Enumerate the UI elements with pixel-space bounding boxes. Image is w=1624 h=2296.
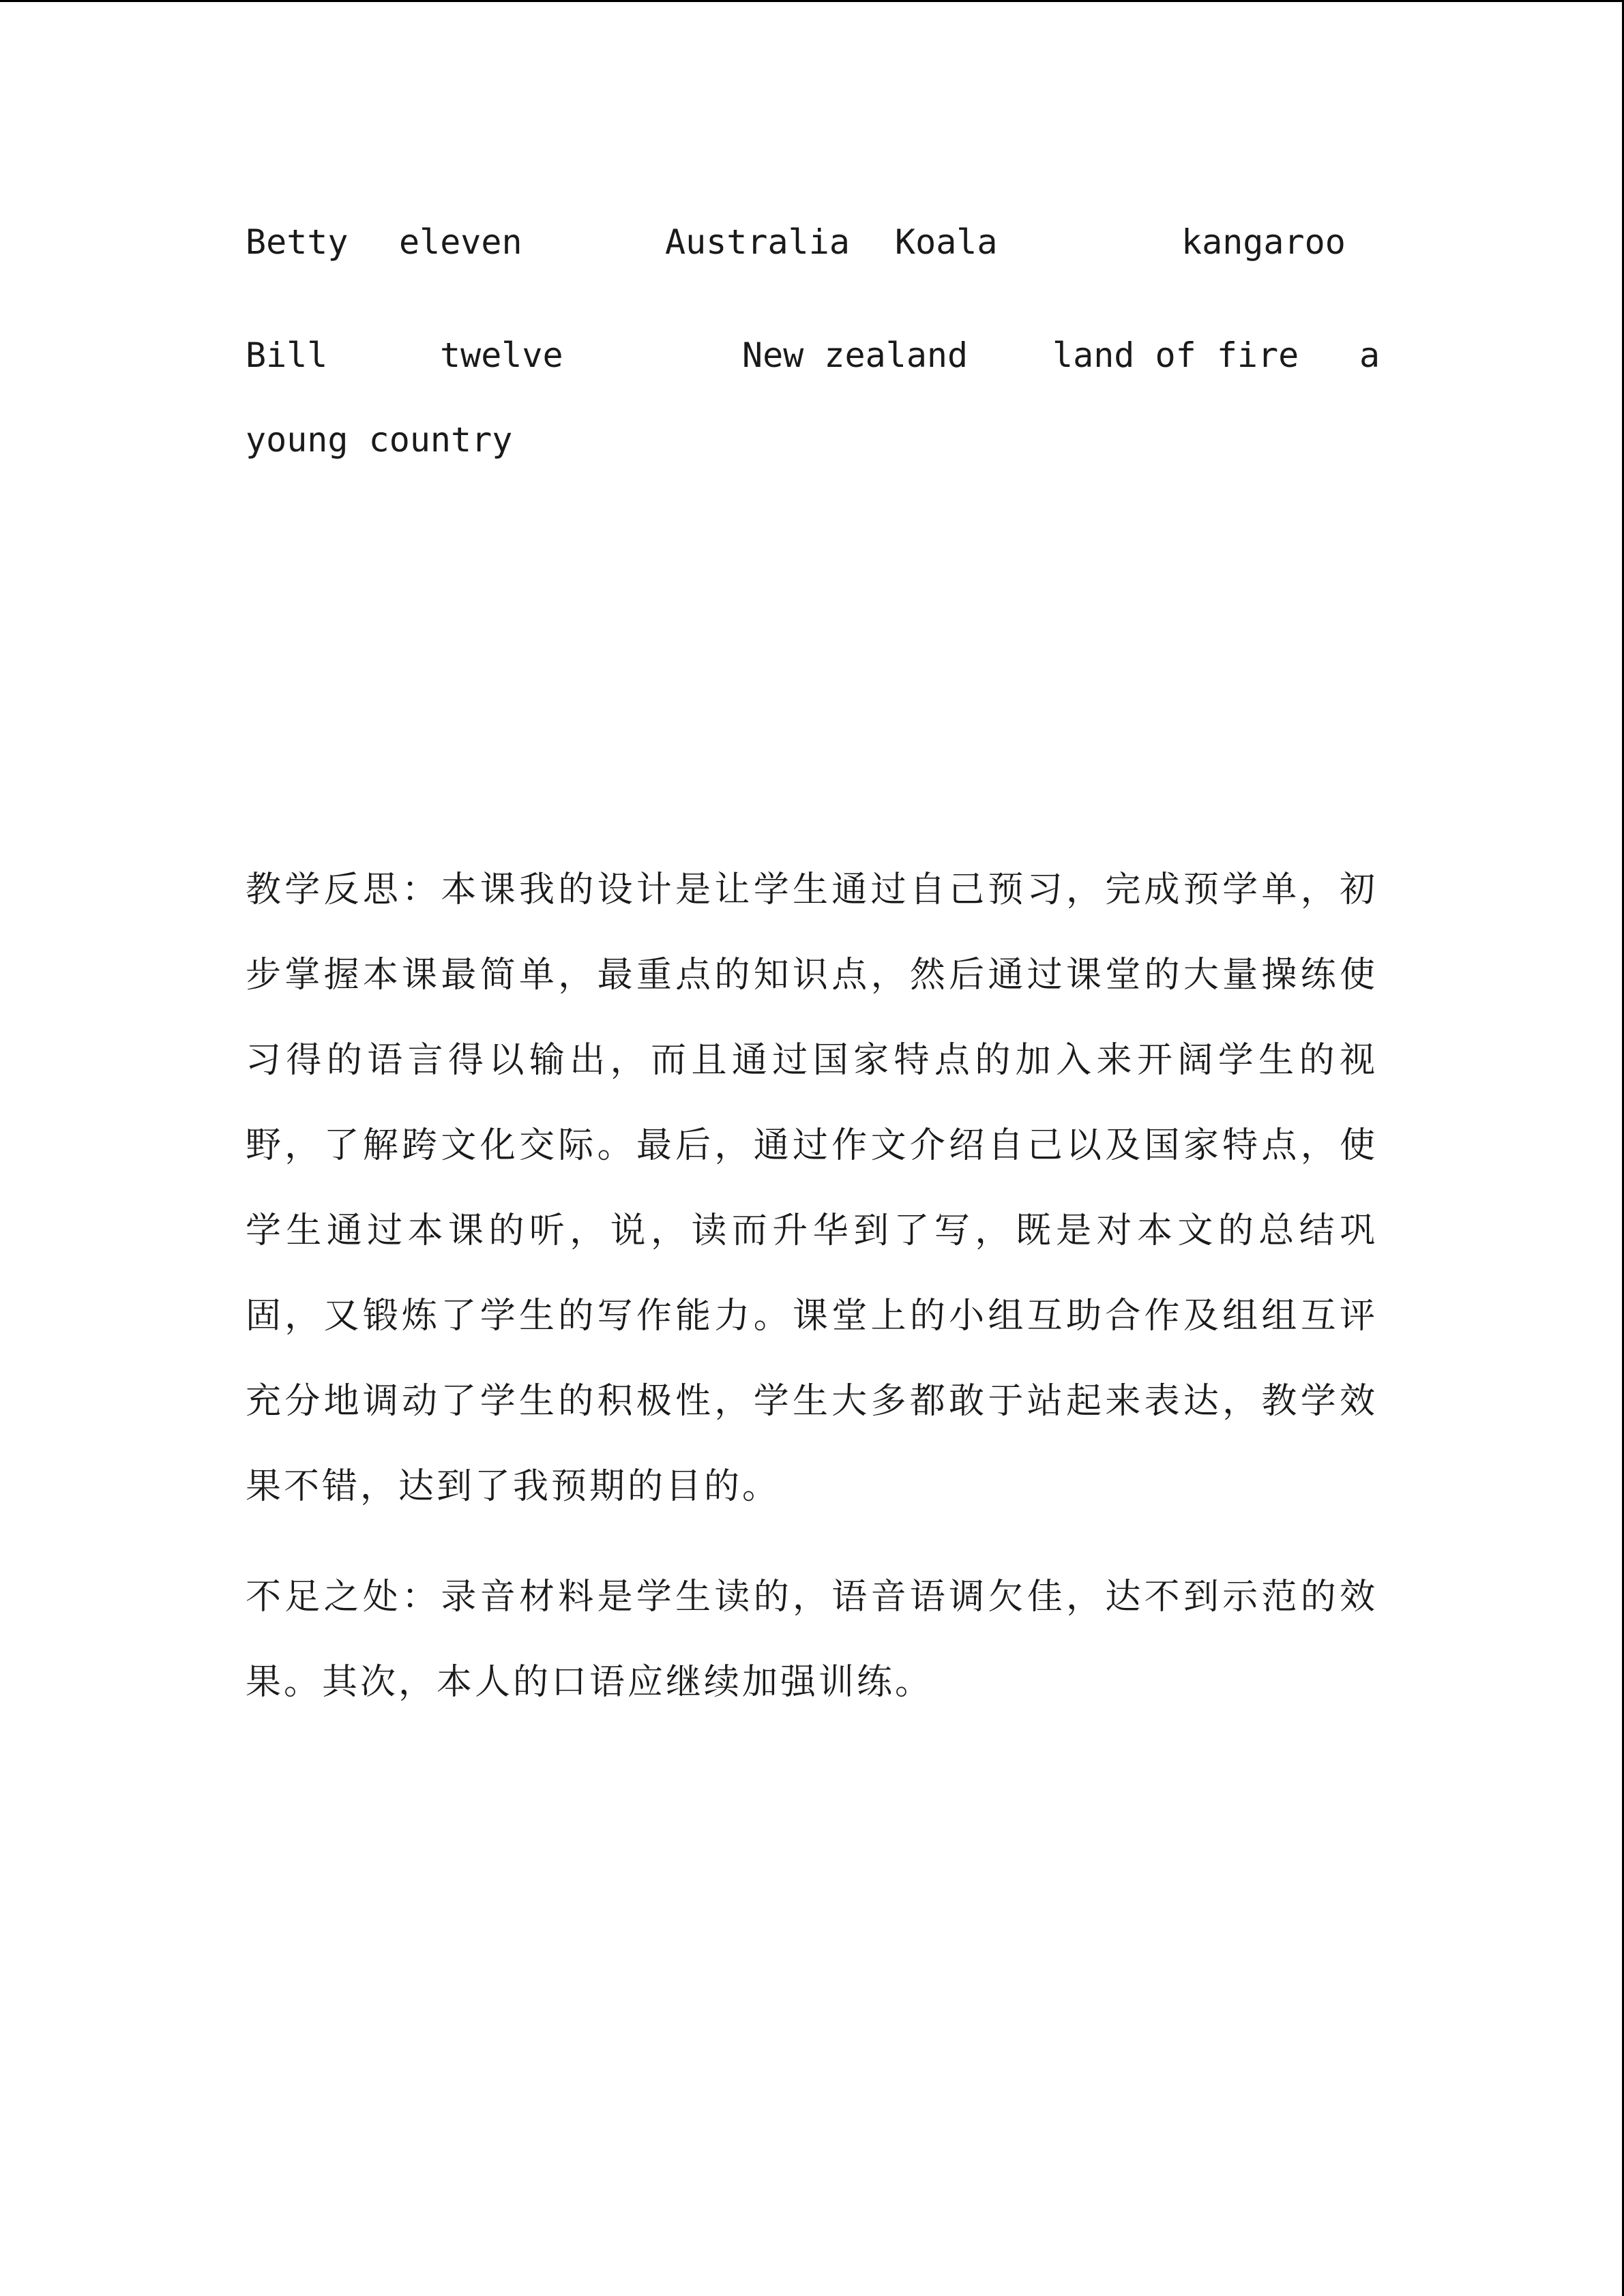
table-cell-country: Australia <box>665 222 850 262</box>
table-cell-name: Betty <box>246 222 349 262</box>
table-cell-feature-2: kangaroo <box>1181 222 1346 262</box>
table-cell-feature-2: a <box>1359 336 1381 375</box>
teaching-reflection-paragraph: 教学反思：本课我的设计是让学生通过自己预习，完成预学单，初步掌握本课最简单，最重点的知识点，然后通过课堂的大量操练使习得的语言得以输出，而且通过国家特点的加入来开阔学生的视野，了解跨文化交际。最后，通过作文介绍自己以及国家特点，使学生通过本课的听，说，读而升华到了写，既是对本文的总结巩固，又锻炼了学生的写作能力。课堂上的小组互助合作及组组互评充分地调动了学生的积极性，学生大多都敢于站起来表达，教学效果不错，达到了我预期的目的。 <box>246 869 1378 1507</box>
shortcomings-paragraph: 不足之处：录音材料是学生读的，语音语调欠佳，达不到示范的效果。其次，本人的口语应继续加强训练。 <box>246 1577 1378 1703</box>
table-cell-country: New zealand <box>742 336 969 375</box>
table-cell-feature-2-continued: young country <box>246 420 513 460</box>
table-cell-name: Bill <box>246 336 328 375</box>
table-cell-feature-1: land of fire <box>1052 336 1299 375</box>
table-cell-feature-1: Koala <box>895 222 998 262</box>
table-cell-age: eleven <box>399 222 522 262</box>
table-cell-age: twelve <box>440 336 563 375</box>
